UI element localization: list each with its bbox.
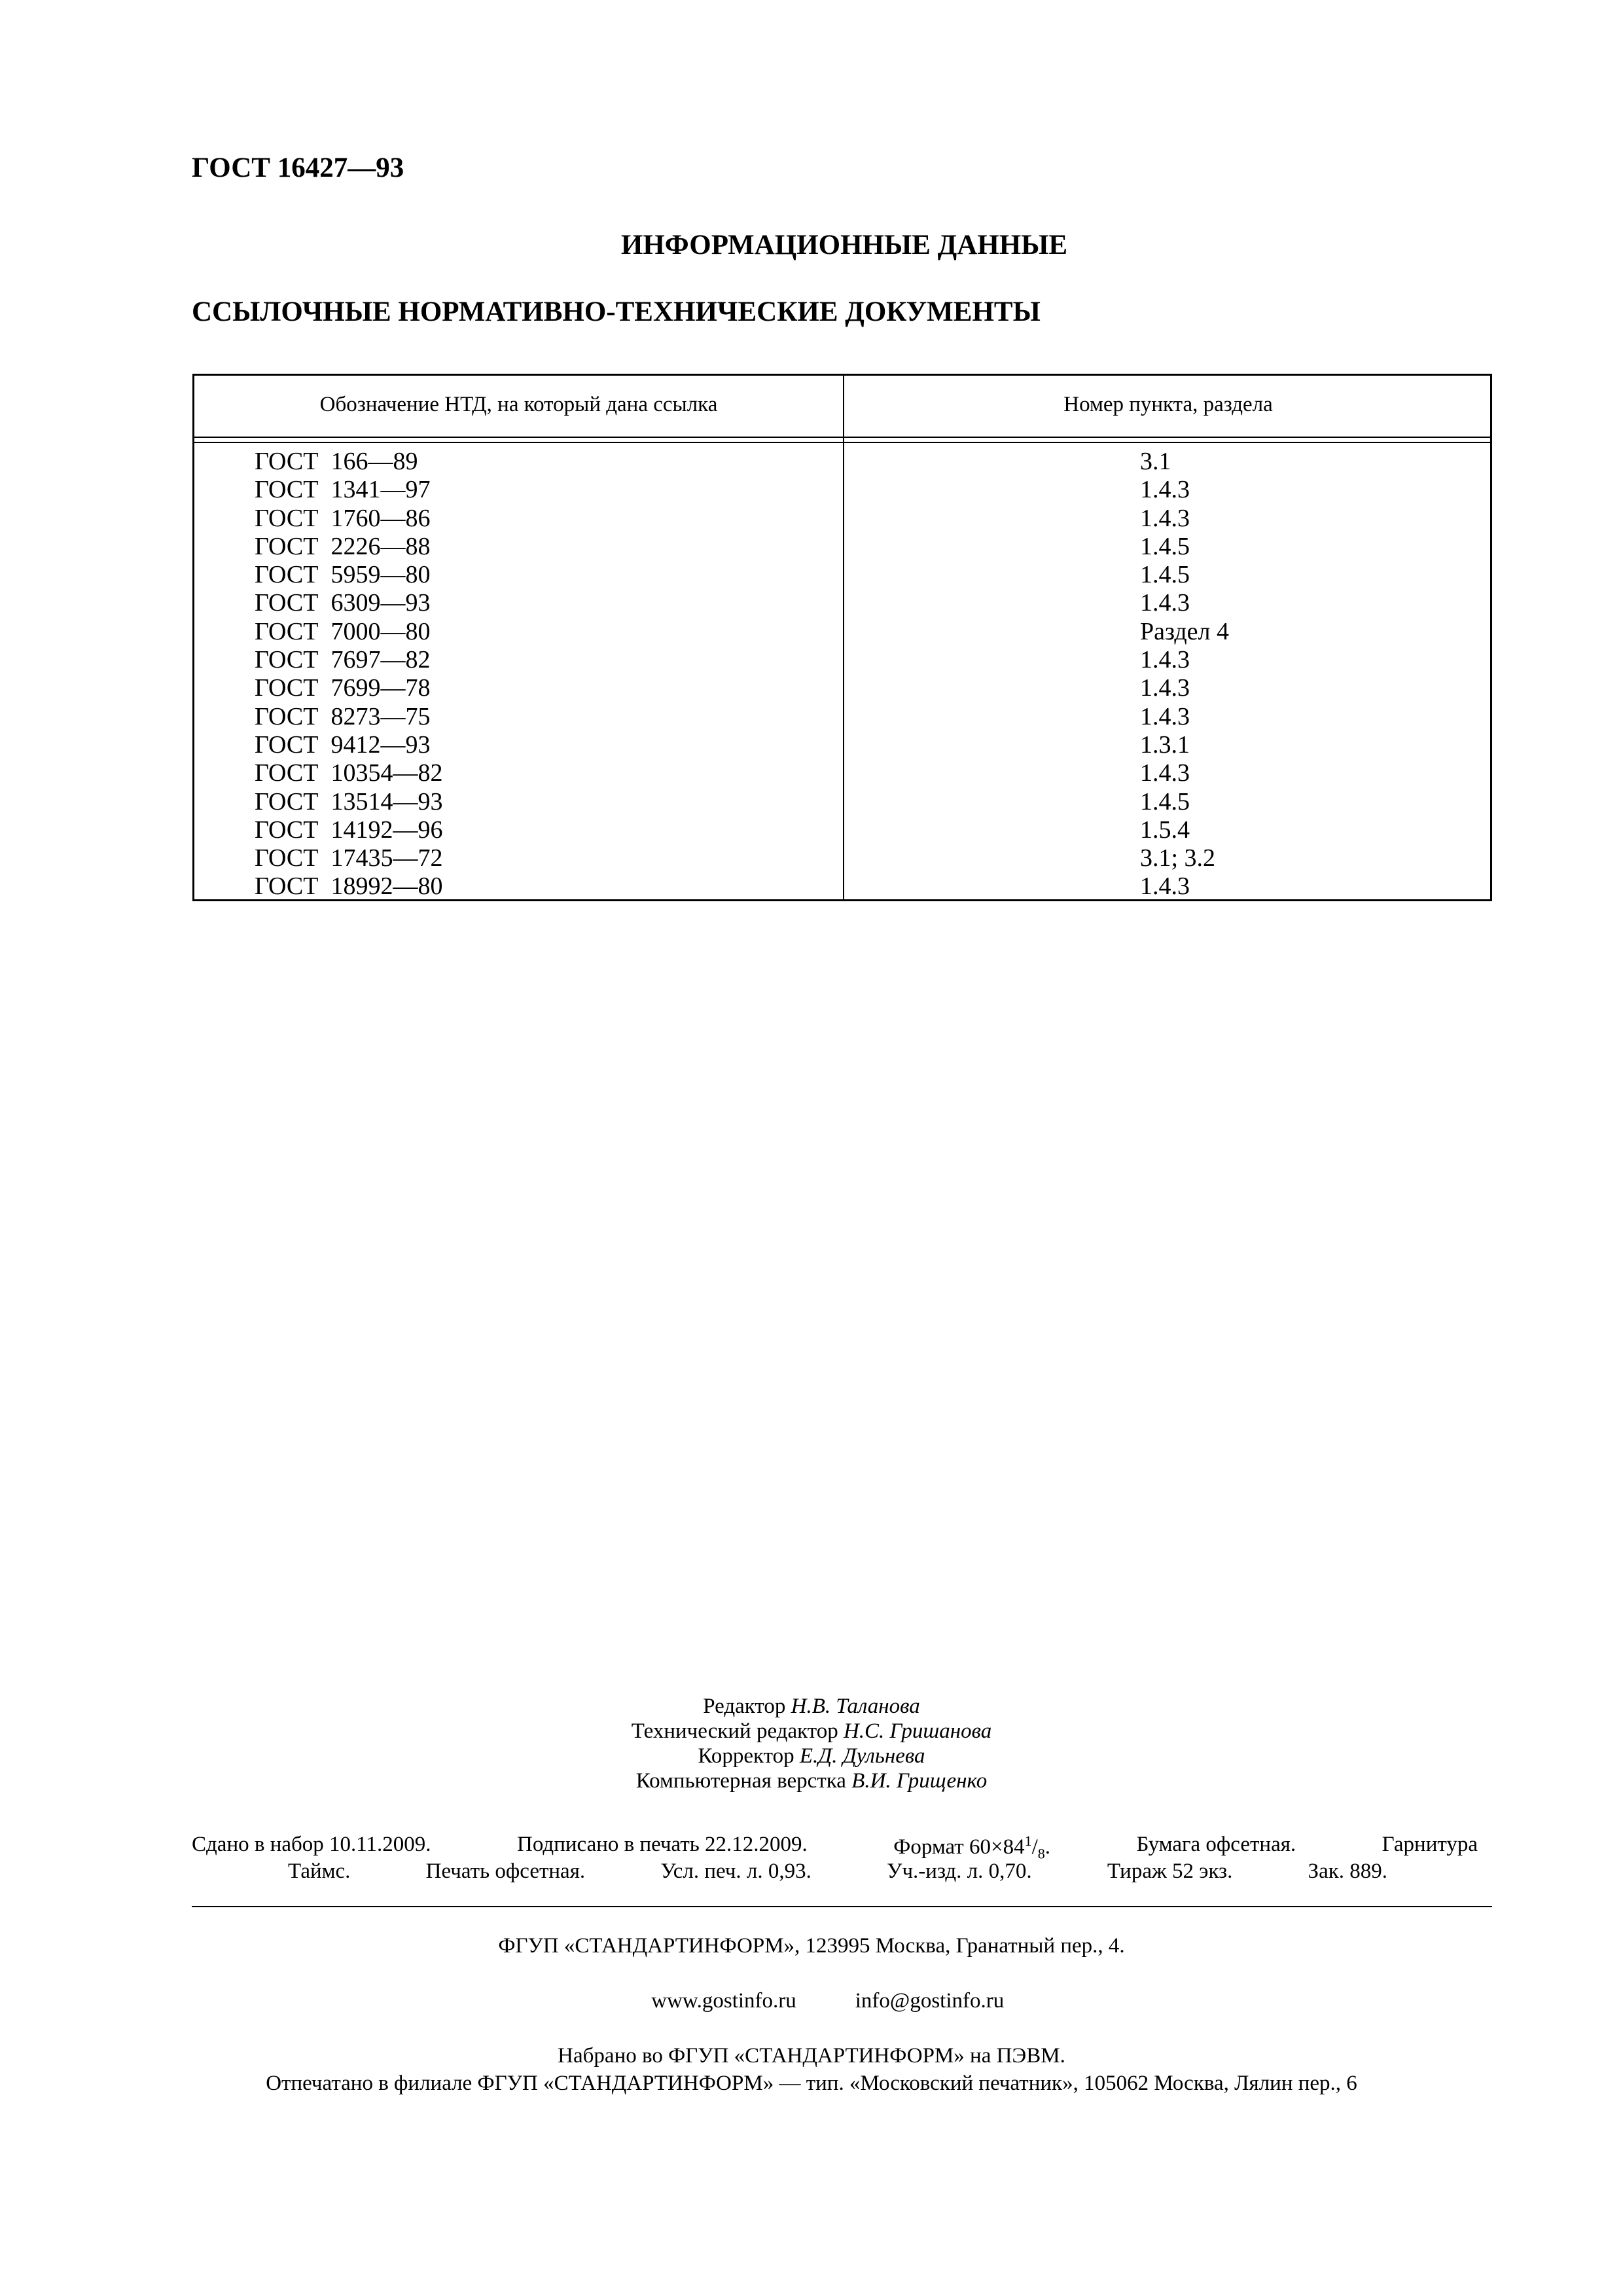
table-row: [194, 505, 1490, 533]
footer-divider: [192, 1906, 1492, 1907]
section-cell: 1.4.3: [1140, 646, 1190, 674]
table-row: [194, 844, 1490, 872]
document-cell: ГОСТ 13514—93: [255, 787, 443, 816]
document-cell: ГОСТ 14192—96: [255, 816, 443, 844]
section-cell: 1.4.3: [1140, 702, 1190, 730]
typeset-note: Набрано во ФГУП «СТАНДАРТИНФОРМ» на ПЭВМ.: [558, 2044, 1065, 2068]
table-row: [194, 448, 1490, 476]
table-row: [194, 589, 1490, 617]
column-header-document: Обозначение НТД, на который дана ссылка: [319, 393, 718, 416]
table-body: [194, 448, 1490, 901]
credits-block: [0, 1694, 1623, 1793]
print-type: Печать офсетная.: [425, 1859, 586, 1883]
document-cell: ГОСТ 2226—88: [255, 532, 431, 560]
paper-type: Бумага офсетная.: [1136, 1833, 1296, 1856]
print-run: Тираж 52 экз.: [1107, 1859, 1233, 1883]
typeface-name: Таймс.: [288, 1859, 351, 1883]
format-end: .: [1044, 1835, 1051, 1859]
table-row: [194, 788, 1490, 816]
document-cell: ГОСТ 7699—78: [255, 674, 431, 702]
document-cell: ГОСТ 6309—93: [255, 589, 431, 617]
typeface-label: Гарнитура: [1382, 1833, 1478, 1856]
document-cell: ГОСТ 7000—80: [255, 617, 431, 645]
format: [893, 1833, 1050, 1863]
section-cell: 1.4.3: [1140, 872, 1190, 901]
table-row: [194, 872, 1490, 901]
document-cell: ГОСТ 18992—80: [255, 872, 443, 901]
credit-role: Технический редактор: [631, 1719, 838, 1743]
info-title: ИНФОРМАЦИОННЫЕ ДАННЫЕ: [620, 230, 1068, 260]
credit-line: [0, 1719, 1623, 1744]
table-row: [194, 476, 1490, 504]
table-row: [194, 731, 1490, 759]
publication-line-1: [192, 1833, 1478, 1863]
table-row: [194, 703, 1490, 731]
footer: [0, 1932, 1623, 2097]
credit-role: Редактор: [703, 1695, 786, 1718]
contact-links: [0, 1960, 1623, 2042]
section-cell: 1.4.3: [1140, 674, 1190, 702]
header-rule: [194, 437, 1490, 438]
credit-line: [0, 1744, 1623, 1768]
table-row: [194, 533, 1490, 561]
document-cell: ГОСТ 8273—75: [255, 702, 431, 730]
table-row: [194, 759, 1490, 787]
credit-name: Е.Д. Дульнева: [799, 1744, 925, 1768]
document-cell: ГОСТ 17435—72: [255, 844, 443, 872]
credit-role: Корректор: [698, 1744, 794, 1768]
references-table: [192, 374, 1492, 901]
credit-line: [0, 1694, 1623, 1719]
section-cell: 3.1: [1140, 448, 1171, 475]
references-title: ССЫЛОЧНЫЕ НОРМАТИВНО-ТЕХНИЧЕСКИЕ ДОКУМЕНТЫ: [192, 296, 1041, 327]
publisher-address: ФГУП «СТАНДАРТИНФОРМ», 123995 Москва, Гранатный пер., 4.: [498, 1934, 1125, 1958]
document-code: ГОСТ 16427—93: [192, 152, 404, 183]
table-row: [194, 646, 1490, 674]
document-cell: ГОСТ 7697—82: [255, 646, 431, 674]
publication-line-2: [288, 1859, 1387, 1884]
table-row: [194, 674, 1490, 702]
section-cell: 1.4.3: [1140, 759, 1190, 787]
format-sub: 8: [1037, 1845, 1045, 1862]
section-cell: 3.1; 3.2: [1140, 844, 1216, 872]
credit-name: В.И. Грищенко: [851, 1769, 988, 1793]
publisher-sheets: Уч.-изд. л. 0,70.: [887, 1859, 1032, 1883]
section-cell: Раздел 4: [1140, 617, 1229, 645]
printed-note: Отпечатано в филиале ФГУП «СТАНДАРТИНФОРМ» — тип. «Московский печатник», 105062 Москва, Лялин пер., 6: [266, 2072, 1357, 2095]
document-cell: ГОСТ 1341—97: [255, 476, 431, 504]
website-link[interactable]: www.gostinfo.ru: [651, 1989, 796, 2013]
column-header-section: Номер пункта, раздела: [1063, 393, 1273, 416]
document-cell: ГОСТ 1760—86: [255, 504, 431, 532]
header-rule: [194, 442, 1490, 443]
credit-name: Н.В. Таланова: [791, 1695, 920, 1718]
email-link[interactable]: info@gostinfo.ru: [855, 1989, 1005, 2013]
credit-line: [0, 1768, 1623, 1793]
section-cell: 1.4.3: [1140, 589, 1190, 617]
format-sup: 1: [1024, 1833, 1032, 1849]
print-sheets: Усл. печ. л. 0,93.: [660, 1859, 812, 1883]
section-cell: 1.3.1: [1140, 730, 1190, 759]
section-cell: 1.4.3: [1140, 504, 1190, 532]
table-row: [194, 816, 1490, 844]
format-text: Формат 60×84: [893, 1835, 1025, 1859]
section-cell: 1.4.5: [1140, 787, 1190, 816]
document-cell: ГОСТ 10354—82: [255, 759, 443, 787]
submitted-date: Сдано в набор 10.11.2009.: [192, 1833, 431, 1856]
credit-name: Н.С. Гришанова: [843, 1719, 992, 1743]
section-cell: 1.4.5: [1140, 561, 1190, 589]
table-row: [194, 618, 1490, 646]
order-number: Зак. 889.: [1308, 1859, 1387, 1883]
table-row: [194, 561, 1490, 589]
credit-role: Компьютерная верстка: [635, 1769, 846, 1793]
section-cell: 1.5.4: [1140, 816, 1190, 844]
document-cell: ГОСТ 9412—93: [255, 730, 431, 759]
section-cell: 1.4.5: [1140, 532, 1190, 560]
signed-date: Подписано в печать 22.12.2009.: [517, 1833, 808, 1856]
format-slash: /: [1031, 1835, 1038, 1859]
document-cell: ГОСТ 5959—80: [255, 561, 431, 589]
document-cell: ГОСТ 166—89: [255, 448, 418, 475]
section-cell: 1.4.3: [1140, 476, 1190, 504]
